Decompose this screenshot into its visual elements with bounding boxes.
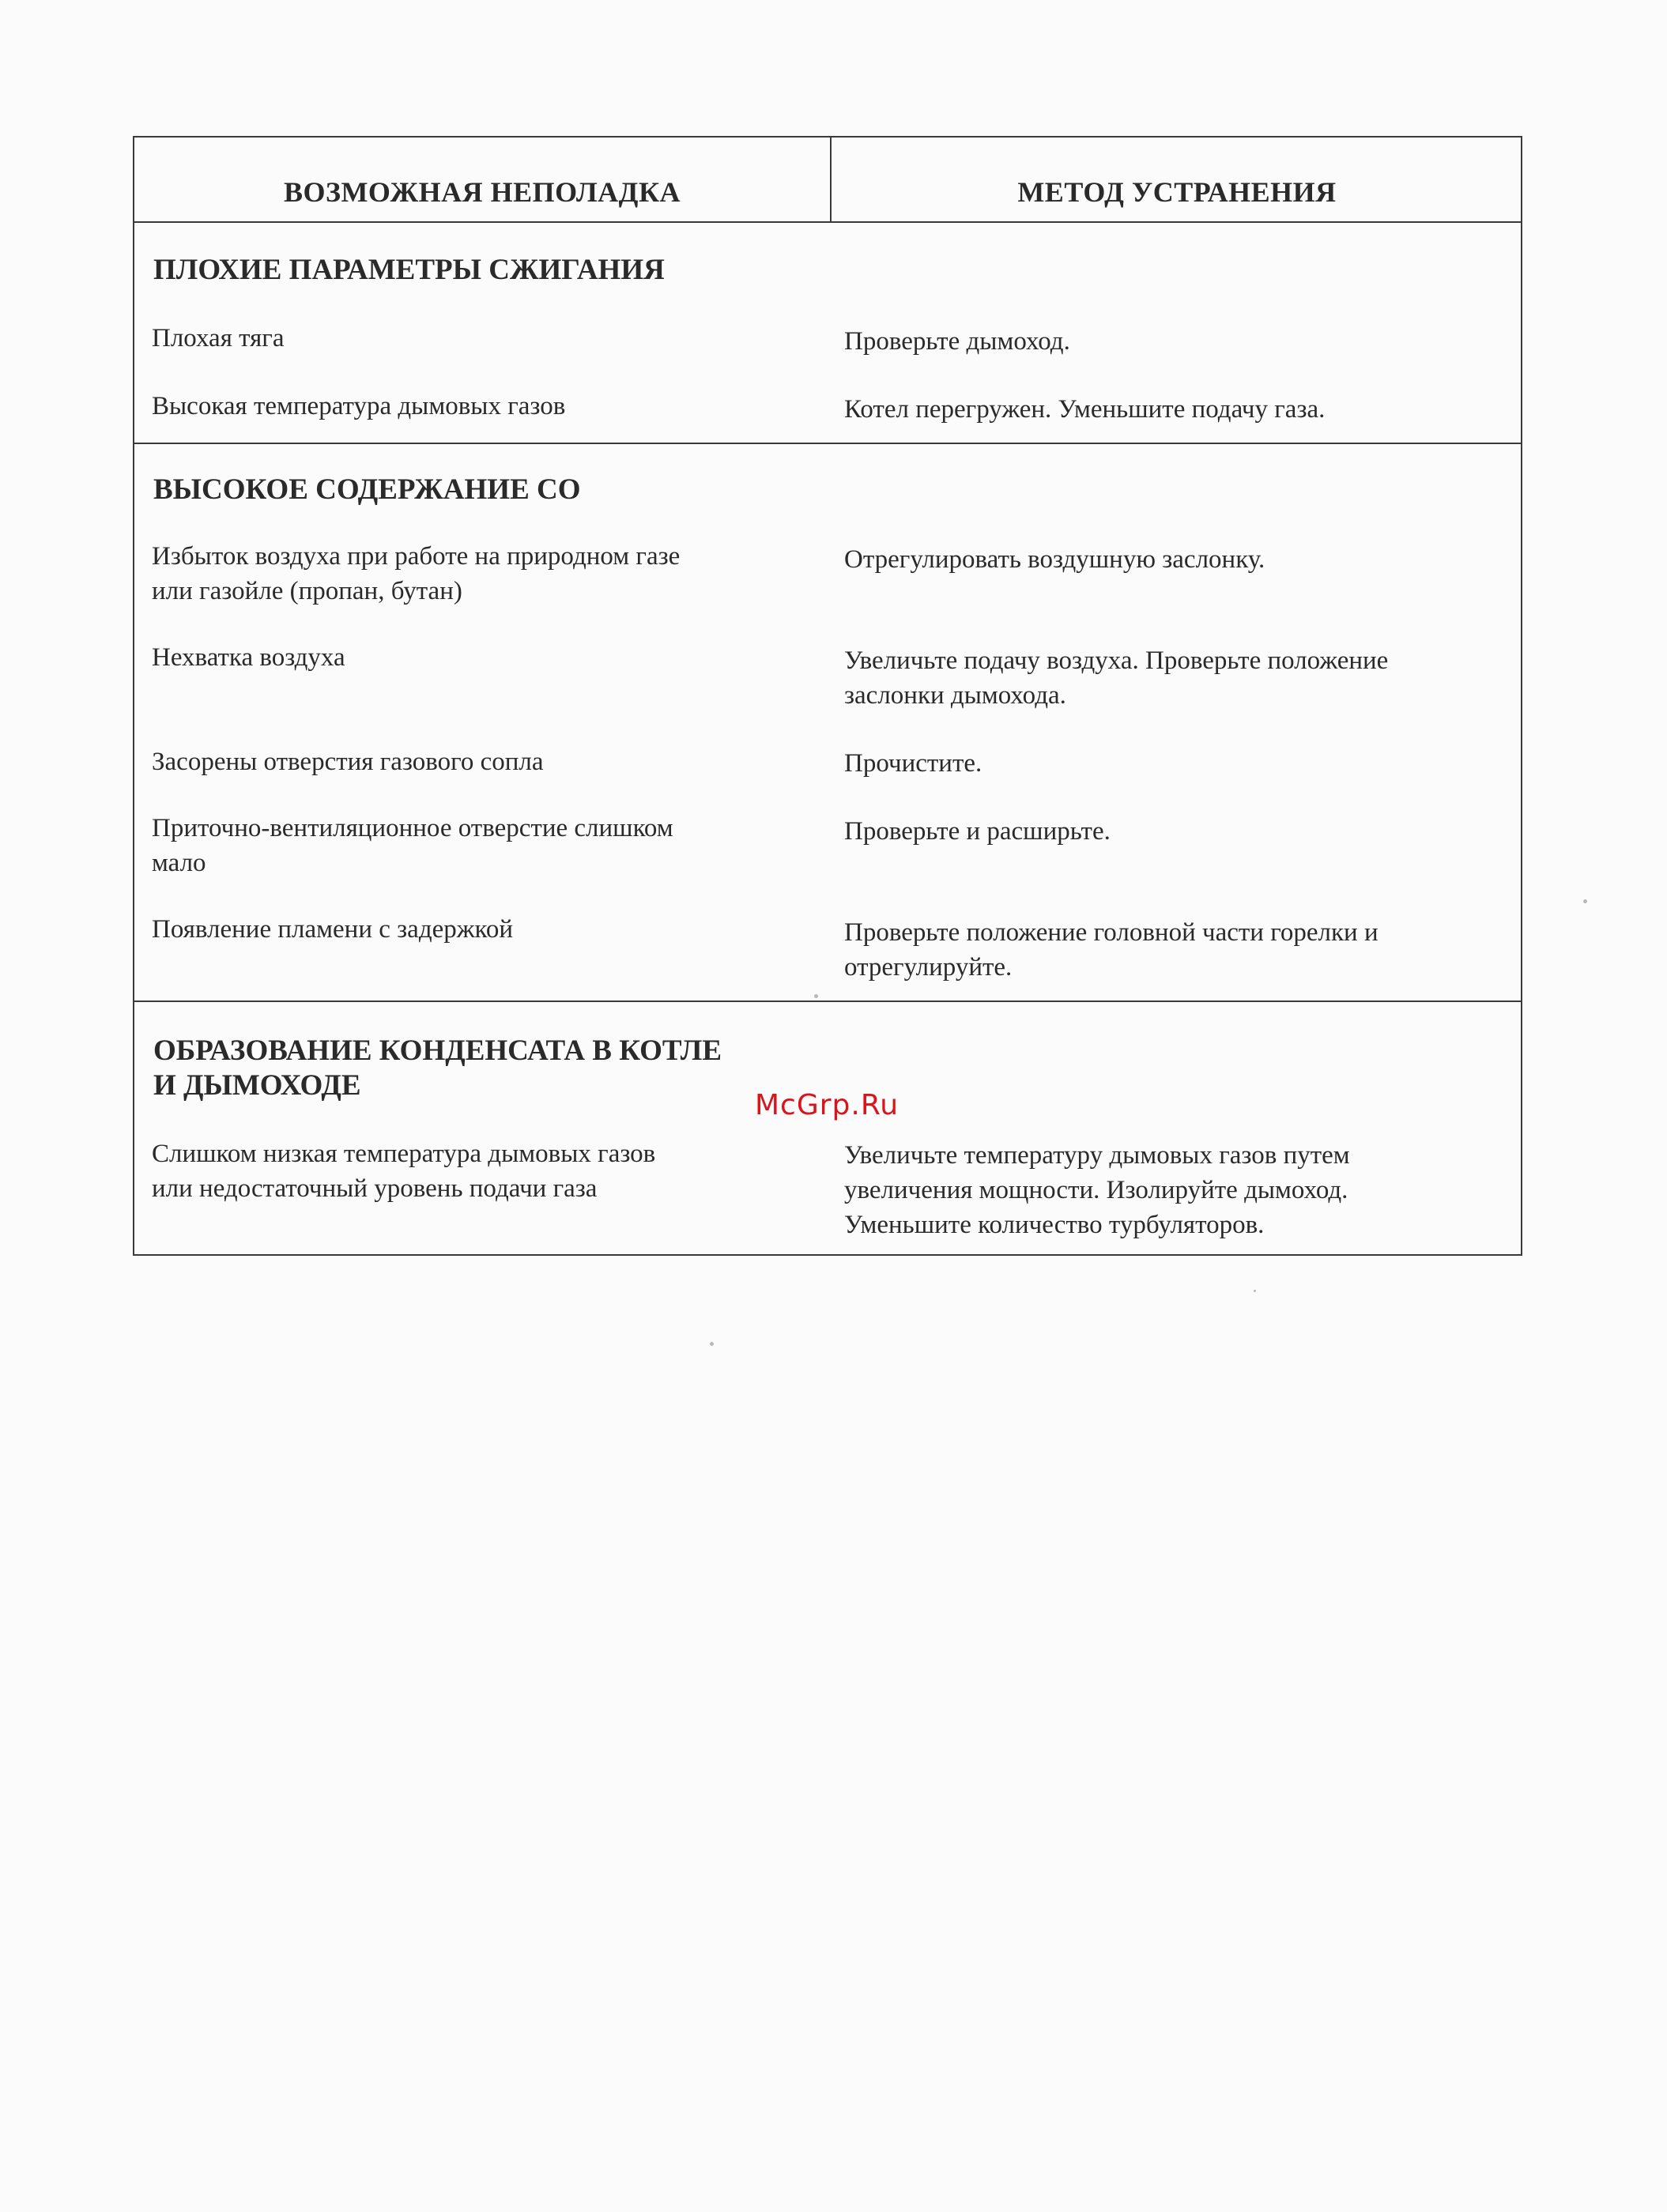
column-header-problem: ВОЗМОЖНАЯ НЕПОЛАДКА [283, 176, 681, 208]
section-title-condensate: ОБРАЗОВАНИЕ КОНДЕНСАТА В КОТЛЕ [153, 1034, 722, 1067]
solution-cell: Проверьте положение головной части горелки и [844, 918, 1378, 947]
scan-speck [814, 994, 818, 998]
section-title-co: ВЫСОКОЕ СОДЕРЖАНИЕ СО [153, 473, 581, 506]
column-header-solution: МЕТОД УСТРАНЕНИЯ [1017, 176, 1337, 208]
solution-cell: Отрегулировать воздушную заслонку. [844, 545, 1265, 574]
solution-cell: Проверьте дымоход. [844, 327, 1070, 356]
section-title-condensate-line2: И ДЫМОХОДЕ [153, 1069, 361, 1102]
watermark: McGrp.Ru [755, 1089, 900, 1121]
scan-speck [710, 1342, 714, 1346]
problem-cell: Появление пламени с задержкой [152, 915, 514, 944]
scan-speck [1254, 1290, 1256, 1292]
section-separator [134, 1000, 1521, 1002]
solution-cell: заслонки дымохода. [844, 681, 1066, 710]
problem-cell: Нехватка воздуха [152, 643, 345, 672]
problem-cell: или газойле (пропан, бутан) [152, 577, 462, 605]
header-divider [830, 138, 832, 223]
solution-cell: Котел перегружен. Уменьшите подачу газа. [844, 395, 1326, 424]
problem-cell: Высокая температура дымовых газов [152, 392, 566, 420]
scan-speck [1583, 899, 1587, 903]
solution-cell: Увеличьте подачу воздуха. Проверьте положение [844, 646, 1389, 675]
solution-cell: увеличения мощности. Изолируйте дымоход. [844, 1176, 1348, 1204]
section-separator [134, 443, 1521, 444]
problem-cell: мало [152, 849, 206, 877]
problem-cell: или недостаточный уровень подачи газа [152, 1174, 598, 1203]
problem-cell: Плохая тяга [152, 324, 285, 352]
troubleshooting-table [133, 136, 1522, 1256]
solution-cell: Уменьшите количество турбуляторов. [844, 1211, 1265, 1239]
solution-cell: Проверьте и расширьте. [844, 817, 1111, 846]
problem-cell: Приточно-вентиляционное отверстие слишком [152, 814, 673, 842]
problem-cell: Слишком низкая температура дымовых газов [152, 1140, 656, 1168]
solution-cell: Увеличьте температуру дымовых газов путем [844, 1141, 1350, 1170]
problem-cell: Избыток воздуха при работе на природном газе [152, 542, 681, 571]
solution-cell: отрегулируйте. [844, 953, 1013, 982]
header-separator [134, 221, 1521, 223]
solution-cell: Прочистите. [844, 749, 982, 778]
problem-cell: Засорены отверстия газового сопла [152, 748, 544, 776]
section-title-combustion: ПЛОХИЕ ПАРАМЕТРЫ СЖИГАНИЯ [153, 254, 665, 286]
